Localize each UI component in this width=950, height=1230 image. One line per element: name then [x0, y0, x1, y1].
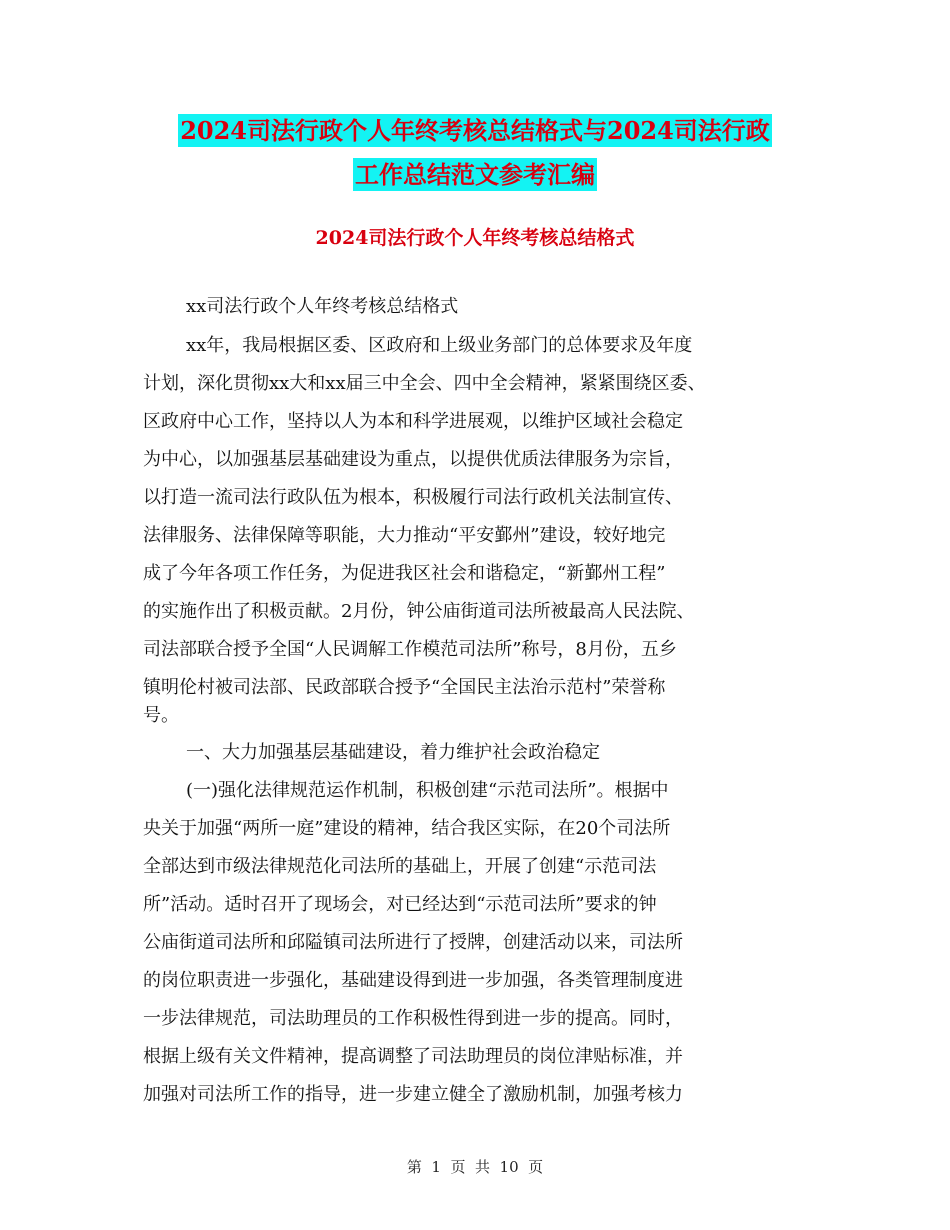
body-line: 法律服务、法律保障等职能，大力推动“平安鄞州”建设，较好地完 — [143, 525, 666, 546]
page-number-footer: 第 1 页 共 10 页 — [406, 1158, 544, 1176]
body-line: 区政府中心工作，坚持以人为本和科学进展观，以维护区域社会稳定 — [143, 411, 683, 432]
body-line: 的实施作出了积极贡献。2月份，钟公庙街道司法所被最高人民法院、 — [143, 601, 695, 622]
body-line: (一)强化法律规范运作机制，积极创建“示范司法所”。根据中 — [186, 780, 669, 801]
document-title-line-2: 工作总结范文参考汇编 — [355, 160, 595, 189]
body-line: 为中心，以加强基层基础建设为重点，以提供优质法律服务为宗旨， — [143, 449, 683, 470]
body-line: 计划，深化贯彻xx大和xx届三中全会、四中全会精神，紧紧围绕区委、 — [143, 373, 706, 394]
section-heading: 一、大力加强基层基础建设，着力维护社会政治稳定 — [186, 742, 600, 763]
body-line: 加强对司法所工作的指导，进一步建立健全了激励机制，加强考核力 — [143, 1084, 683, 1105]
section-title: 2024司法行政个人年终考核总结格式 — [315, 227, 635, 249]
body-line: xx司法行政个人年终考核总结格式 — [186, 296, 459, 317]
body-line: 公庙街道司法所和邱隘镇司法所进行了授牌，创建活动以来，司法所 — [143, 932, 683, 953]
body-line: 一步法律规范，司法助理员的工作积极性得到进一步的提高。同时， — [143, 1008, 683, 1029]
document-title-line-1: 2024司法行政个人年终考核总结格式与2024司法行政 — [180, 116, 770, 145]
body-line: 所”活动。适时召开了现场会，对已经达到“示范司法所”要求的钟 — [143, 894, 657, 915]
body-line: 成了今年各项工作任务，为促进我区社会和谐稳定，“新鄞州工程” — [143, 563, 666, 584]
body-line: 号。 — [143, 705, 179, 726]
body-line: 司法部联合授予全国“人民调解工作模范司法所”称号，8月份，五乡 — [143, 639, 677, 660]
body-line: 镇明伦村被司法部、民政部联合授予“全国民主法治示范村”荣誉称 — [143, 677, 666, 698]
body-line: 的岗位职责进一步强化，基础建设得到进一步加强，各类管理制度进 — [143, 970, 683, 991]
body-line: 全部达到市级法律规范化司法所的基础上，开展了创建“示范司法 — [143, 856, 657, 877]
body-line: 根据上级有关文件精神，提高调整了司法助理员的岗位津贴标准，并 — [143, 1046, 683, 1067]
body-line: 以打造一流司法行政队伍为根本，积极履行司法行政机关法制宣传、 — [143, 487, 683, 508]
body-line: 央关于加强“两所一庭”建设的精神，结合我区实际，在20个司法所 — [143, 818, 671, 839]
body-line: xx年，我局根据区委、区政府和上级业务部门的总体要求及年度 — [186, 335, 693, 356]
